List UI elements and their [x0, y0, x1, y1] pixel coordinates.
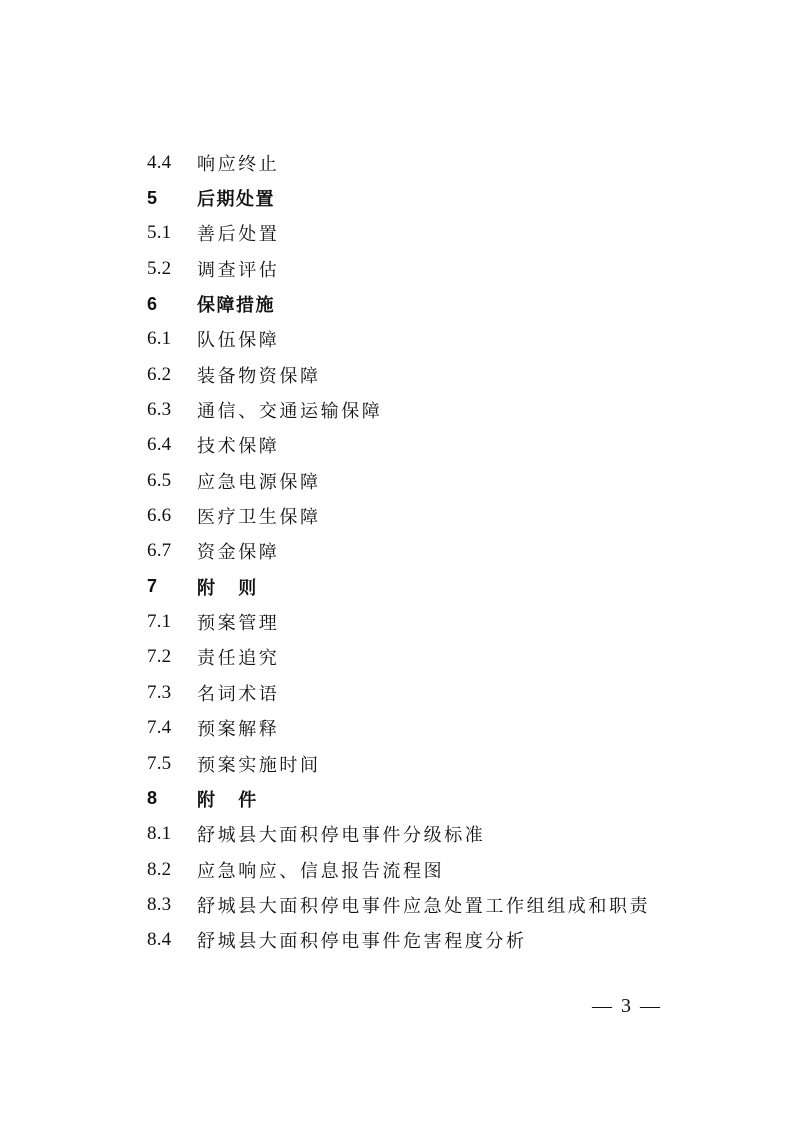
toc-entry	[147, 746, 687, 781]
toc-entry-title: 舒城县大面积停电事件危害程度分析	[197, 931, 527, 953]
toc-entry-number: 7.1	[147, 611, 172, 633]
toc-section-heading	[147, 781, 687, 816]
toc-entry-title: 名词术语	[197, 683, 280, 705]
toc-entry-title: 装备物资保障	[197, 365, 321, 387]
toc-entry-title: 善后处置	[197, 224, 280, 246]
toc-entry-number: 4.4	[147, 151, 172, 173]
toc-entry	[147, 534, 687, 569]
toc-entry	[147, 357, 687, 392]
toc-entry-number: 6.6	[147, 505, 172, 527]
toc-entry	[147, 817, 687, 852]
toc-entry-number: 7.3	[147, 681, 172, 703]
toc-entry-number: 6	[147, 293, 158, 314]
table-of-contents	[147, 145, 687, 958]
toc-entry	[147, 498, 687, 533]
toc-entry	[147, 604, 687, 639]
toc-entry-title: 通信、交通运输保障	[197, 401, 383, 423]
toc-entry	[147, 711, 687, 746]
toc-entry-title: 保障措施	[197, 295, 275, 317]
toc-entry	[147, 675, 687, 710]
toc-entry-number: 8.3	[147, 893, 172, 915]
toc-entry-title: 舒城县大面积停电事件分级标准	[197, 825, 486, 847]
toc-entry-number: 7.5	[147, 752, 172, 774]
toc-entry-title: 应急电源保障	[197, 471, 321, 493]
toc-entry-title: 后期处置	[197, 189, 275, 211]
toc-entry	[147, 251, 687, 286]
toc-entry-title: 预案解释	[197, 719, 280, 741]
toc-entry-title: 附 件	[197, 789, 258, 811]
toc-section-heading	[147, 569, 687, 604]
toc-entry-number: 7.2	[147, 646, 172, 668]
toc-section-heading	[147, 180, 687, 215]
toc-entry-title: 资金保障	[197, 542, 280, 564]
toc-entry	[147, 640, 687, 675]
toc-entry-number: 5.2	[147, 257, 172, 279]
toc-entry	[147, 887, 687, 922]
toc-entry-number: 8	[147, 788, 158, 809]
toc-entry	[147, 852, 687, 887]
toc-entry-title: 应急响应、信息报告流程图	[197, 860, 445, 882]
toc-entry-number: 6.2	[147, 363, 172, 385]
page-number: — 3 —	[592, 995, 662, 1017]
toc-entry-number: 7	[147, 576, 158, 597]
toc-entry	[147, 923, 687, 958]
toc-entry-number: 6.1	[147, 328, 172, 350]
toc-entry-number: 5	[147, 187, 158, 208]
toc-entry-title: 技术保障	[197, 436, 280, 458]
toc-entry-title: 医疗卫生保障	[197, 507, 321, 529]
toc-entry-number: 8.2	[147, 858, 172, 880]
toc-entry	[147, 145, 687, 180]
toc-entry-title: 队伍保障	[197, 330, 280, 352]
toc-entry-number: 8.4	[147, 929, 172, 951]
toc-entry	[147, 216, 687, 251]
toc-entry-number: 7.4	[147, 717, 172, 739]
toc-section-heading	[147, 286, 687, 321]
toc-entry	[147, 392, 687, 427]
toc-entry-title: 附 则	[197, 577, 258, 599]
toc-entry-title: 预案实施时间	[197, 754, 321, 776]
toc-entry	[147, 463, 687, 498]
toc-entry-number: 6.5	[147, 469, 172, 491]
toc-entry-title: 预案管理	[197, 613, 280, 635]
toc-entry-number: 8.1	[147, 823, 172, 845]
toc-entry-title: 调查评估	[197, 259, 280, 281]
toc-entry-title: 责任追究	[197, 648, 280, 670]
toc-entry-title: 响应终止	[197, 153, 280, 175]
toc-entry-number: 6.4	[147, 434, 172, 456]
toc-entry-number: 6.7	[147, 540, 172, 562]
toc-entry-number: 5.1	[147, 222, 172, 244]
toc-entry	[147, 322, 687, 357]
toc-entry-number: 6.3	[147, 399, 172, 421]
toc-entry	[147, 428, 687, 463]
toc-entry-title: 舒城县大面积停电事件应急处置工作组组成和职责	[197, 895, 651, 917]
